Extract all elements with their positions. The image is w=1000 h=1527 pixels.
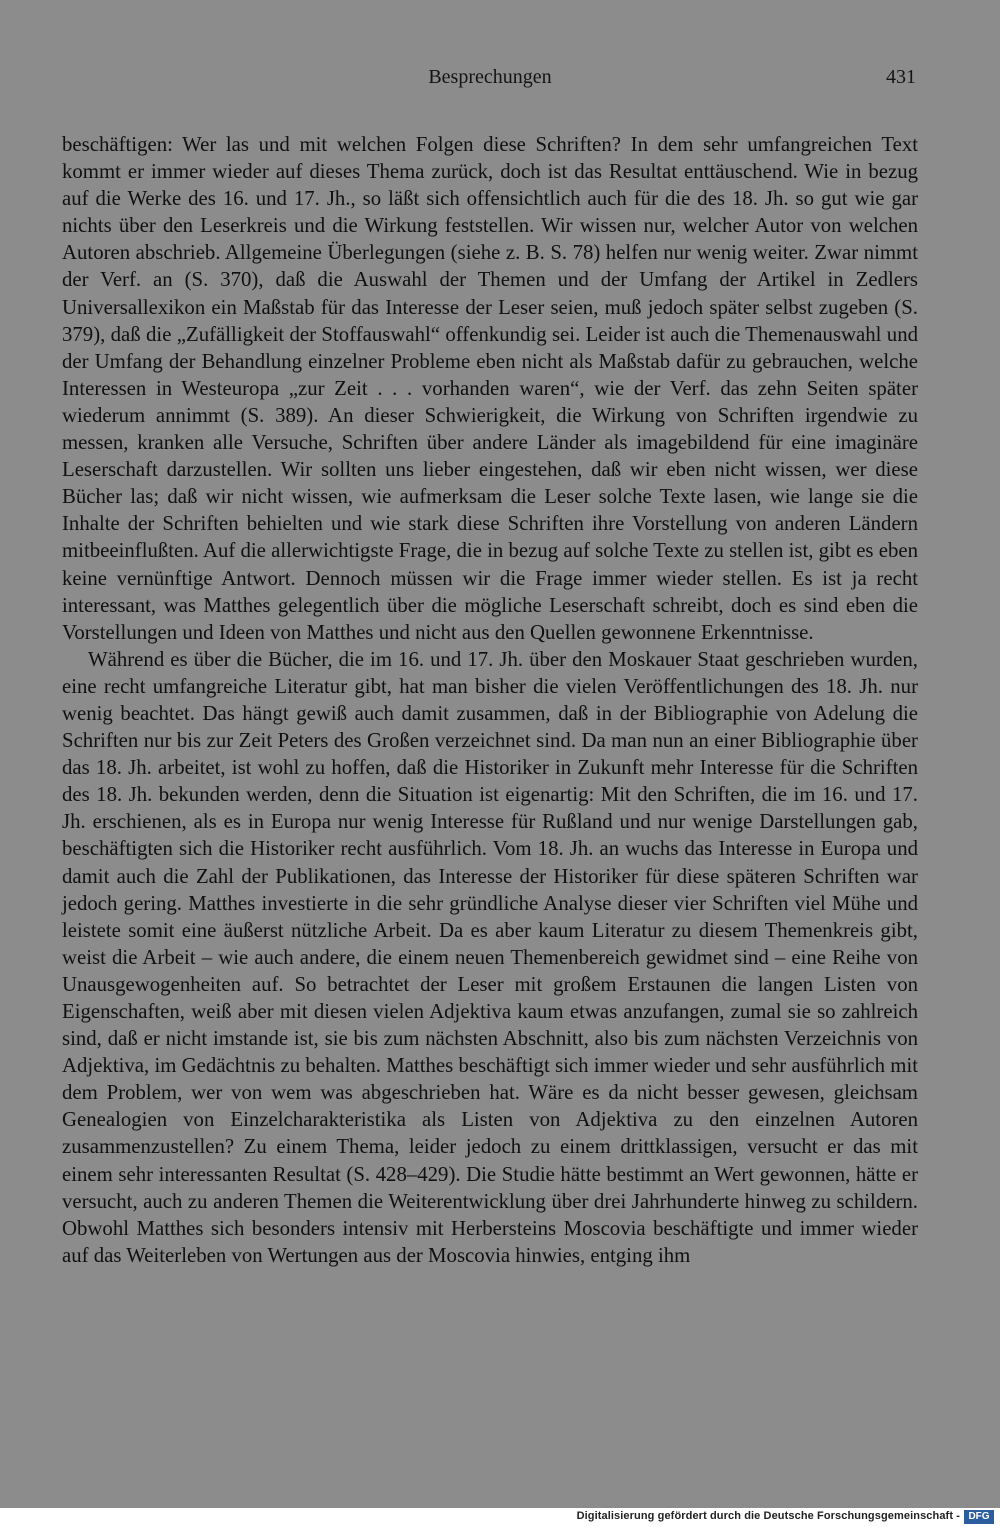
body-text bbox=[62, 131, 918, 1269]
funding-credit: Digitalisierung gefördert durch die Deutsche Forschungsgemeinschaft - bbox=[576, 1510, 960, 1522]
paragraph-2: Während es über die Bücher, die im 16. und 17. Jh. über den Moskauer Staat geschrieben wurden, eine recht umfangreiche Literatur gibt, hat man bisher die vielen Veröffentlichungen des 18. Jh. nur wenig beachtet. Das hängt gewiß auch damit zusammen, daß in der Bibliographie von Adelung die Schriften nur bis zur Zeit Peters des Großen verzeichnet sind. Da man nun an einer Bibliographie über das 18. Jh. arbeitet, ist wohl zu hoffen, daß die Historiker in Zukunft mehr Interesse für die Schriften des 18. Jh. bekunden werden, denn die Situation ist eigenartig: Mit den Schriften, die im 16. und 17. Jh. erschienen, als es in Europa nur wenig Interesse für Rußland und nur wenige Darstellungen gab, beschäftigten sich die Historiker recht ausführlich. Vom 18. Jh. an wuchs das Interesse in Europa und damit auch die Zahl der Publikationen, das Interesse der Historiker für diese späteren Schriften war jedoch gering. Matthes investierte in die sehr gründliche Analyse dieser vier Schriften viel Mühe und leistete somit eine äußerst nützliche Arbeit. Da es aber kaum Literatur zu diesem Themenkreis gibt, weist die Arbeit – wie auch andere, die einem neuen Themenbereich gewidmet sind – eine Reihe von Unausgewogenheiten auf. So betrachtet der Leser mit großem Erstaunen die langen Listen von Eigenschaften, weiß aber mit diesen vielen Adjektiva kaum etwas anzufangen, zumal sie so zahlreich sind, daß er nicht imstande ist, sie bis zum nächsten Abschnitt, also bis zum nächsten Verzeichnis von Adjektiva, im Gedächtnis zu behalten. Matthes beschäftigt sich immer wieder und sehr ausführlich mit dem Problem, wer von wem was abgeschrieben hat. Wäre es da nicht besser gewesen, gleichsam Genealogien von Einzelcharakteristika als Listen von Adjektiva zu den einzelnen Autoren zusammenzustellen? Zu einem Thema, leider jedoch zu einem drittklassigen, versucht er das mit einem sehr interessanten Resultat (S. 428–429). Die Studie hätte bestimmt an Wert gewonnen, hätte er versucht, auch zu anderen Themen die Weiterentwicklung über drei Jahrhunderte hinweg zu schildern. Obwohl Matthes sich besonders intensiv mit Herbersteins Moscovia beschäftigte und immer wieder auf das Weiterleben von Wertungen aus der Moscovia hinwies, entging ihm bbox=[62, 647, 918, 1267]
digitization-footer bbox=[0, 1508, 1000, 1527]
paragraph-1: beschäftigen: Wer las und mit welchen Folgen diese Schriften? In dem sehr umfangreichen Text kommt er immer wieder auf dieses Thema zurück, doch ist das Resultat enttäuschend. Wie in bezug auf die Werke des 16. und 17. Jh., so läßt sich offensichtlich auch für die des 18. Jh. so gut wie gar nichts über den Leserkreis und die Wirkung feststellen. Wir wissen nur, welcher Autor von welchen Autoren abschrieb. Allgemeine Überlegungen (siehe z. B. S. 78) helfen nur wenig weiter. Zwar nimmt der Verf. an (S. 370), daß die Auswahl der Themen und der Umfang der Artikel in Zedlers Universallexikon ein Maßstab für das Interesse der Leser seien, muß jedoch später selbst zugeben (S. 379), daß die „Zufälligkeit der Stoffauswahl“ offenkundig sei. Leider ist auch die Themenauswahl und der Umfang der Behandlung einzelner Probleme eben nicht als Maßstab dafür zu gebrauchen, welche Interessen in Westeuropa „zur Zeit . . . vorhanden waren“, wie der Verf. das zehn Seiten später wiederum annimmt (S. 389). An dieser Schwierigkeit, die Wirkung von Schriften irgendwie zu messen, kranken alle Versuche, Schriften über andere Länder als imagebildend für eine imaginäre Leserschaft darzustellen. Wir sollten uns lieber eingestehen, daß wir eben nicht wissen, wer diese Bücher las; daß wir nicht wissen, wie aufmerksam die Leser solche Texte lasen, wie lange sie die Inhalte der Schriften behielten und wie stark diese Schriften ihre Vorstellung von anderen Ländern mitbeeinflußten. Auf die allerwichtigste Frage, die in bezug auf solche Texte zu stellen ist, gibt es eben keine vernünftige Antwort. Dennoch müssen wir die Frage immer wieder stellen. Es ist ja recht interessant, was Matthes gelegentlich über die mögliche Leserschaft schreibt, doch es sind eben die Vorstellungen und Ideen von Matthes und nicht aus den Quellen gewonnene Erkenntnisse. bbox=[62, 133, 918, 644]
running-head bbox=[62, 66, 918, 96]
dfg-logo-icon: DFG bbox=[964, 1510, 994, 1524]
page-number: 431 bbox=[886, 66, 916, 88]
running-title: Besprechungen bbox=[428, 66, 552, 88]
